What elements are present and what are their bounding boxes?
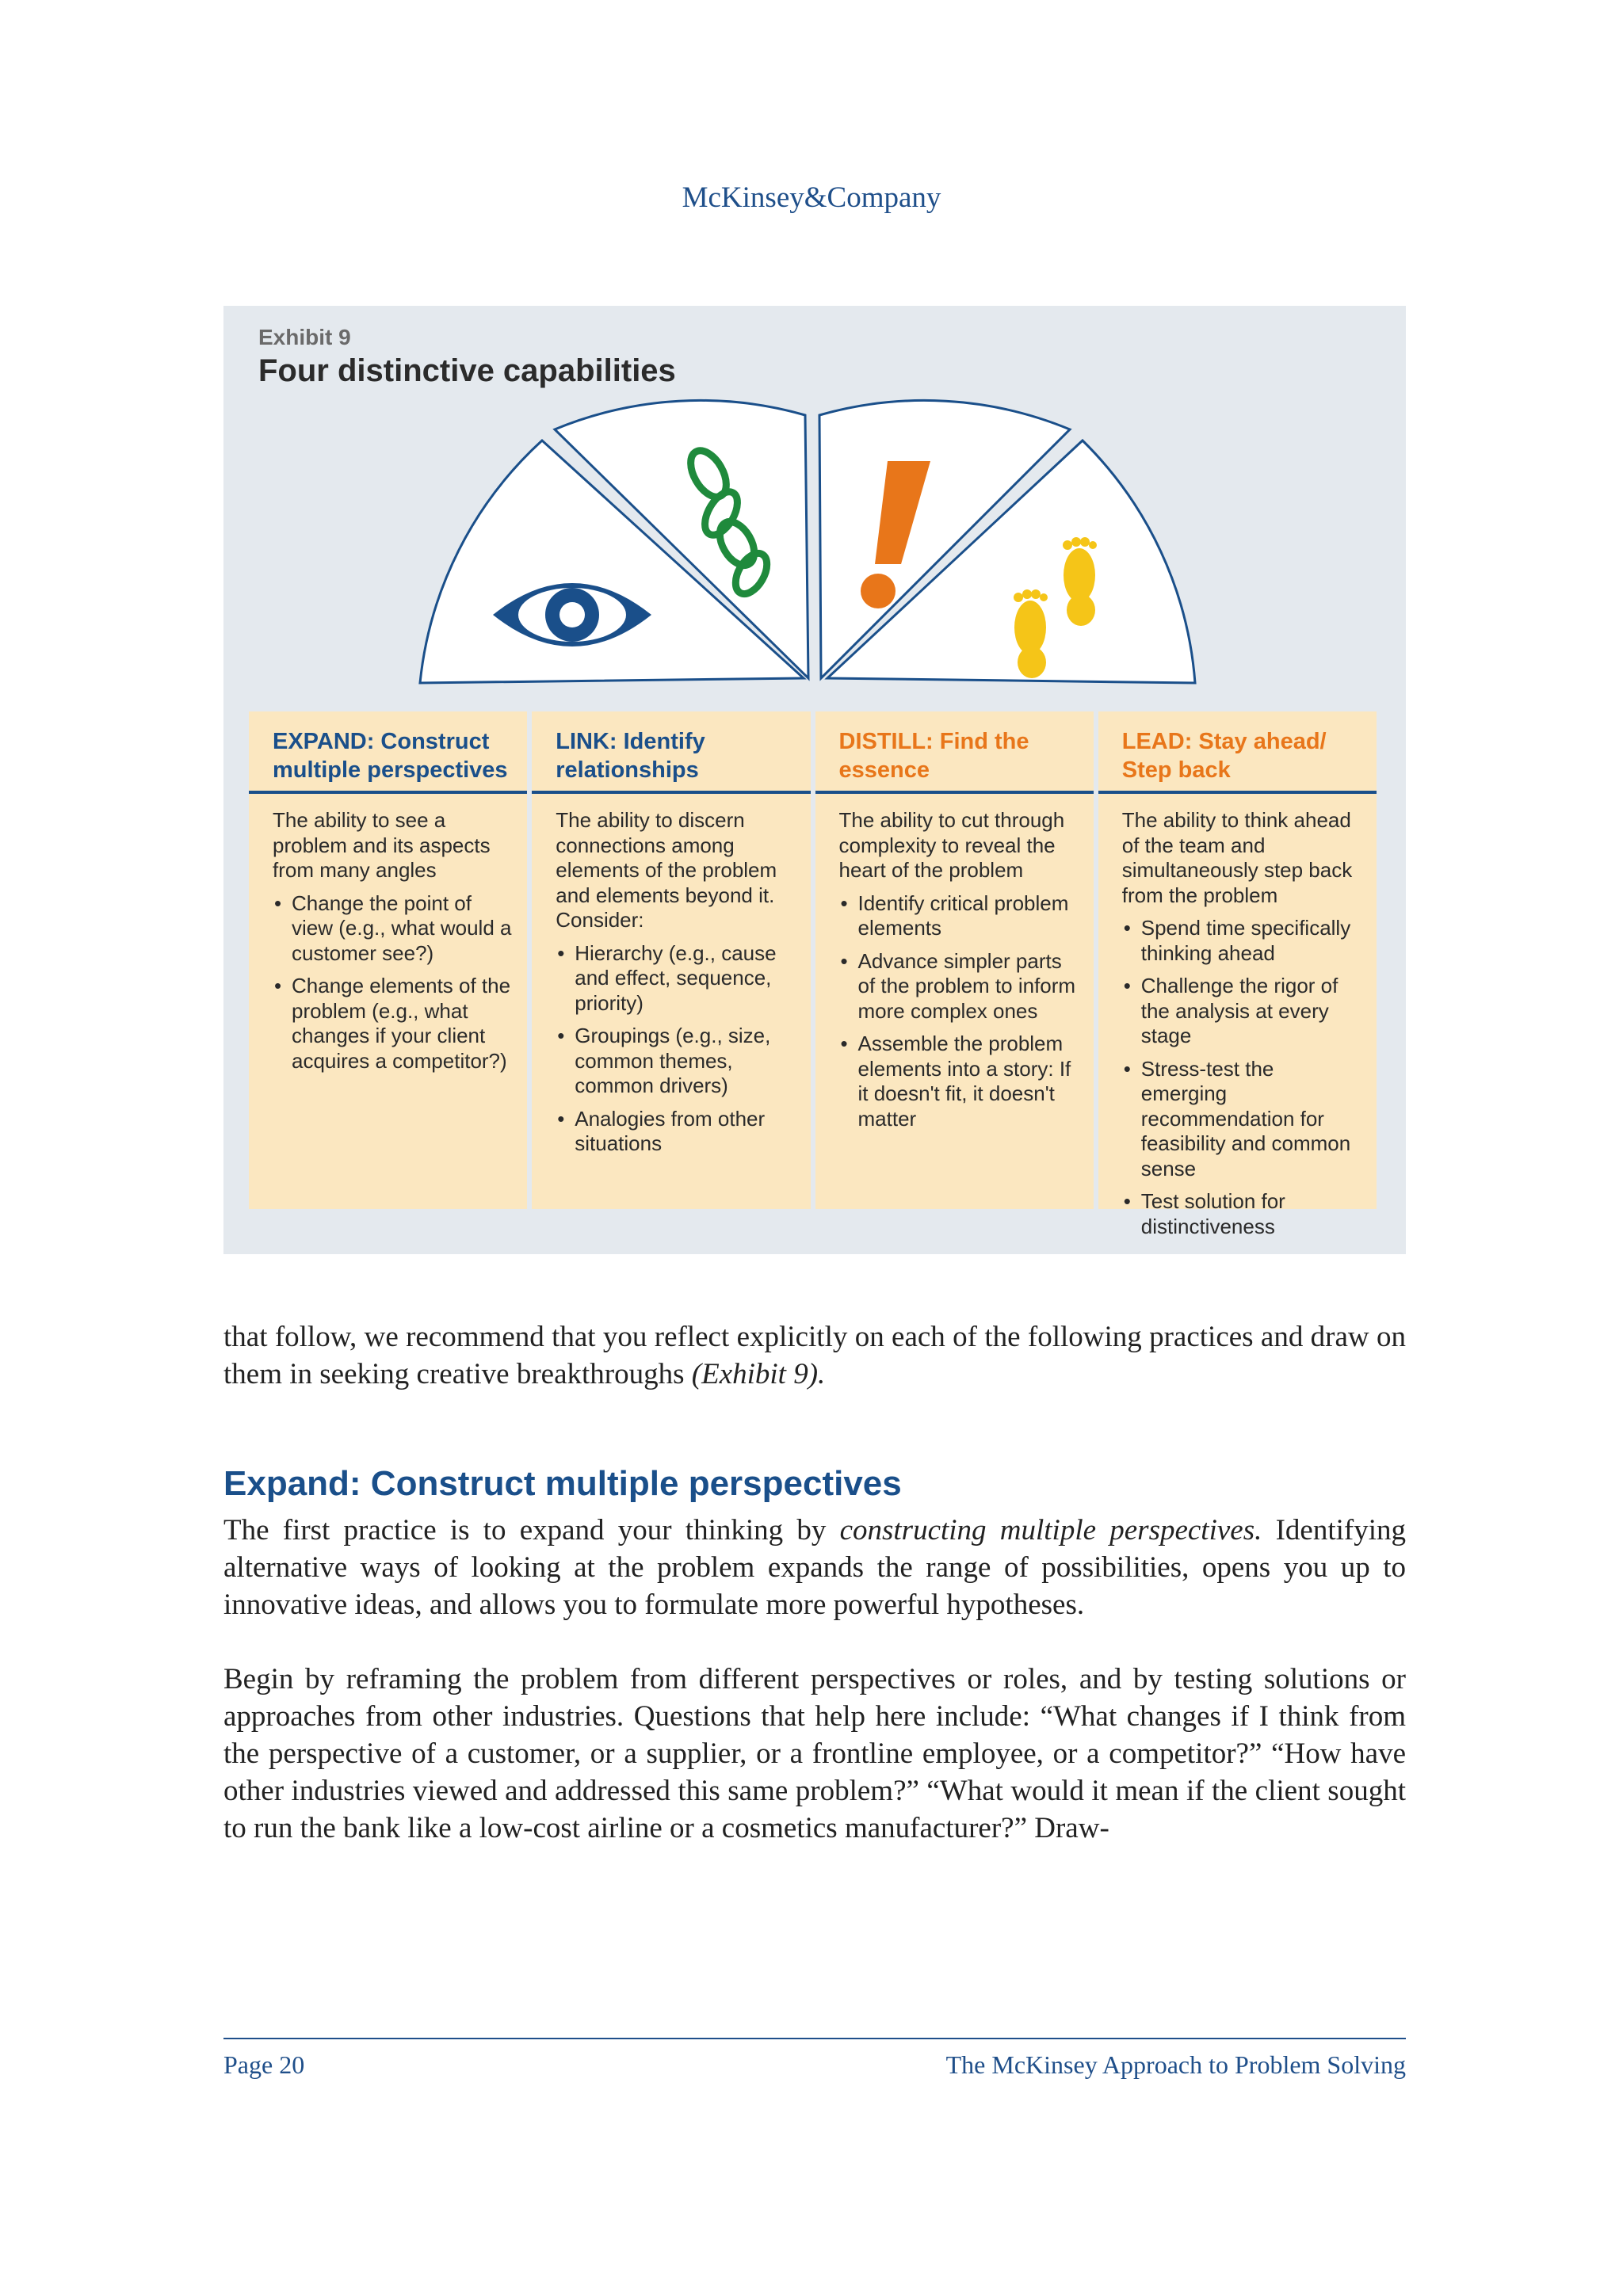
paragraph-text: that follow, we recommend that you reflect explicitly on each of the following practices and draw on them in seeking creative breakthroughs (223, 1321, 1406, 1390)
footer-divider (223, 2038, 1406, 2039)
capabilities-fan-diagram (223, 306, 1406, 718)
list-item: • Change the point of view (e.g., what would a customer see?) (273, 891, 514, 967)
column-heading: LEAD: Stay ahead/ Step back (1121, 729, 1327, 783)
emphasis-text: constructing multiple perspectives. (839, 1514, 1262, 1547)
column-body (532, 794, 810, 1157)
body-paragraph-reframe (223, 1661, 1406, 1847)
capability-column-lead (1098, 711, 1377, 1238)
list-item: • Analogies from other situations (556, 1107, 797, 1157)
column-intro: The ability to discern connections among elements of the problem and elements beyond it. Consider: (556, 808, 777, 932)
exhibit-label: Exhibit 9 (258, 325, 351, 349)
bullet-list (556, 941, 797, 1157)
bullet-list (273, 891, 514, 1074)
list-item: • Change elements of the problem (e.g., what changes if your client acquires a competitor?) (273, 974, 514, 1074)
list-item: • Advance simpler parts of the problem to inform more complex ones (839, 949, 1081, 1024)
list-item: • Test solution for distinctiveness (1122, 1189, 1364, 1239)
column-intro: The ability to see a problem and its aspects from many angles (273, 808, 491, 882)
column-heading: LINK: Identify relationships (556, 729, 705, 783)
exhibit-panel (223, 306, 1406, 1254)
capability-columns (249, 711, 1377, 1238)
capability-column-distill (815, 711, 1094, 1209)
bullet-list (1122, 916, 1364, 1239)
list-item: • Identify critical problem elements (839, 891, 1081, 941)
list-item: • Spend time specifically thinking ahead (1122, 916, 1364, 966)
exhibit-title: Four distinctive capabilities (258, 353, 676, 388)
capability-column-expand (249, 711, 527, 1209)
capability-column-link (532, 711, 810, 1209)
column-intro: The ability to cut through complexity to reveal the heart of the problem (838, 808, 1065, 882)
company-brand: McKinsey&Company (682, 181, 941, 214)
list-item: • Groupings (e.g., size, common themes, common drivers) (556, 1024, 797, 1099)
paragraph-text: Identifying alternative ways of looking at the problem expands the range of possibilities, opens you up to innovative ideas, and allows you to formulate more powerful hypotheses. (223, 1514, 1406, 1621)
column-heading: EXPAND: Construct multiple perspectives (273, 729, 508, 783)
column-heading: DISTILL: Find the essence (838, 729, 1029, 783)
body-paragraph-intro (223, 1318, 1406, 1393)
list-item: • Stress-test the emerging recommendation for feasibility and common sense (1122, 1057, 1364, 1182)
list-item: • Assemble the problem elements into a story: If it doesn't fit, it doesn't matter (839, 1032, 1081, 1131)
list-item: • Hierarchy (e.g., cause and effect, sequence, priority) (556, 941, 797, 1016)
paragraph-text: Begin by reframing the problem from different perspectives or roles, and by testing solutions or approaches from other industries. Questions that help here include: “What changes if I think from the perspective of a customer, or a supplier, or a frontline employee, or a competitor?” “How have other industries viewed and addressed this same problem?” “What would it mean if the client sought to run the bank like a low-cost airline or a cosmetics manufacturer?” Draw- (223, 1663, 1406, 1844)
column-body (1098, 794, 1377, 1239)
column-intro: The ability to think ahead of the team and simultaneously step back from the problem (1121, 808, 1353, 907)
section-heading: Expand: Construct multiple perspectives (223, 1464, 902, 1503)
paragraph-text: The first practice is to expand your thinking by (223, 1514, 840, 1547)
footer-title: The McKinsey Approach to Problem Solving (945, 2050, 1406, 2079)
body-paragraph-expand (223, 1512, 1406, 1623)
column-body (815, 794, 1094, 1131)
page-number: Page 20 (223, 2050, 305, 2079)
bullet-list (839, 891, 1081, 1132)
exhibit-reference: (Exhibit 9). (691, 1358, 826, 1390)
column-body (249, 794, 527, 1074)
list-item: • Challenge the rigor of the analysis at every stage (1122, 974, 1364, 1049)
